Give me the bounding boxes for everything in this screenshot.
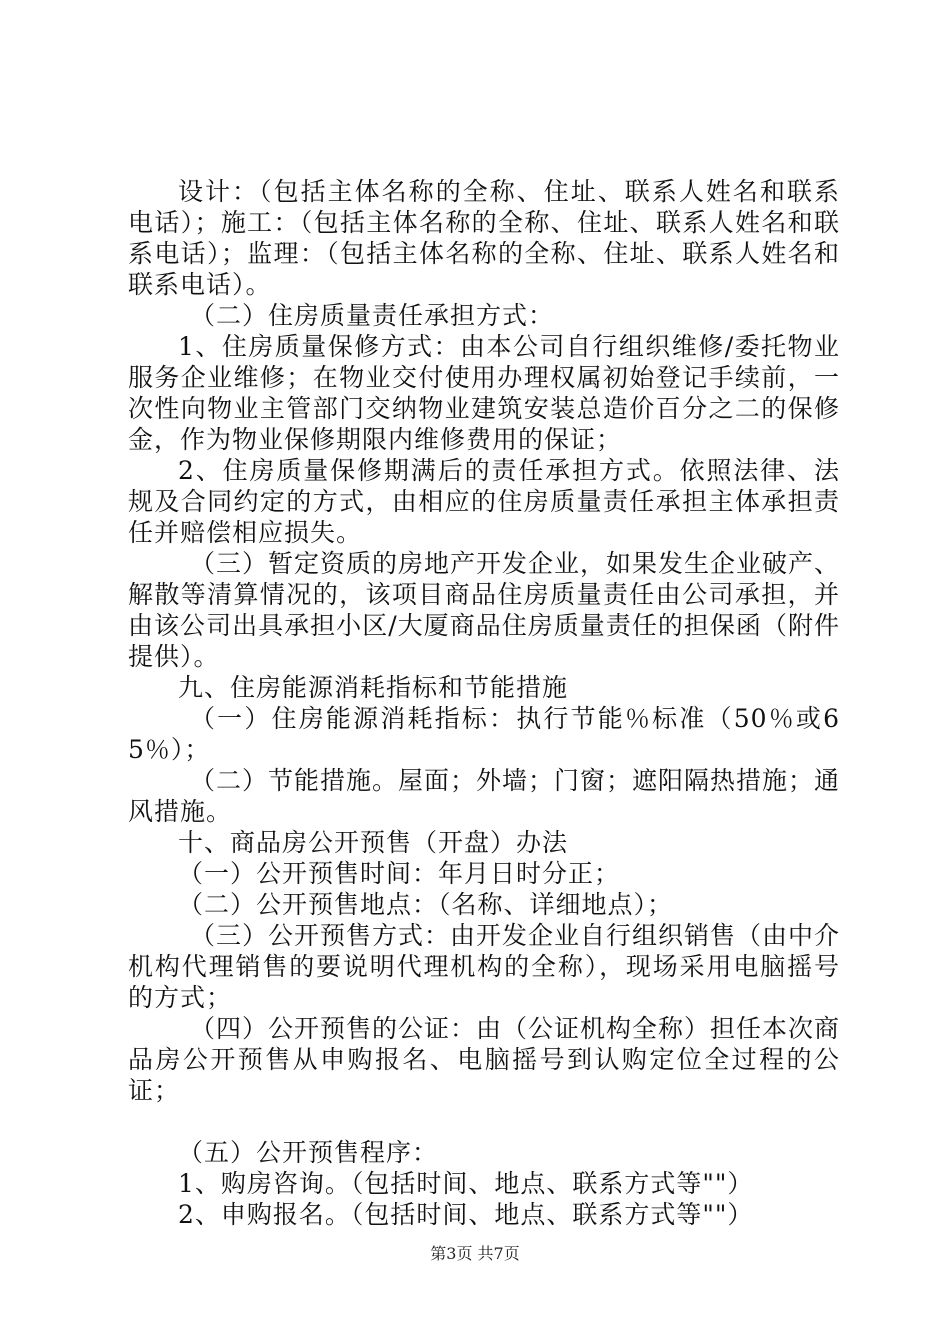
- section-heading-presale: 十、商品房公开预售（开盘）办法: [178, 828, 569, 857]
- section-heading-energy: 九、住房能源消耗指标和节能措施: [178, 673, 569, 702]
- page-number-footer: 第3页 共7页: [430, 1244, 520, 1263]
- document-body: [128, 176, 840, 1230]
- paragraph-presale-time: （一）公开预售时间：年月日时分正；: [178, 859, 621, 888]
- paragraph-presale-method: （三）公开预售方式：由开发企业自行组织销售（由中介机构代理销售的要说明代理机构的全称），现场采用电脑摇号的方式；: [128, 921, 841, 1012]
- paragraph-contractors: 设计：（包括主体名称的全称、住址、联系人姓名和联系电话）；施工：（包括主体名称的全称、住址、联系人姓名和联系电话）；监理：（包括主体名称的全称、住址、联系人姓名和联系电话）。: [128, 177, 840, 299]
- paragraph-presale-notary: （四）公开预售的公证：由（公证机构全称）担任本次商品房公开预售从申购报名、电脑摇号到认购定位全过程的公证；: [128, 1014, 841, 1105]
- paragraph-energy-measures: （二）节能措施。屋面；外墙；门窗；遮阳隔热措施；通风措施。: [128, 766, 841, 826]
- paragraph-warranty-expiry: 2、住房质量保修期满后的责任承担方式。依照法律、法规及合同约定的方式，由相应的住房质量责任承担主体承担责任并赔偿相应损失。: [128, 456, 840, 547]
- paragraph-heading-quality-liability: （二）住房质量责任承担方式：: [190, 301, 555, 330]
- paragraph-presale-location: （二）公开预售地点：（名称、详细地点）；: [178, 890, 674, 919]
- paragraph-warranty-method: 1、住房质量保修方式：由本公司自行组织维修/委托物业服务企业维修；在物业交付使用办理权属初始登记手续前，一次性向物业主管部门交纳物业建筑安装总造价百分之二的保修金，作为物业保修期限内维修费用的保证；: [128, 332, 840, 454]
- paragraph-purchase-consultation: 1、购房咨询。（包括时间、地点、联系方式等""）: [178, 1169, 754, 1198]
- paragraph-purchase-registration: 2、申购报名。（包括时间、地点、联系方式等""）: [178, 1200, 754, 1229]
- paragraph-presale-procedure: （五）公开预售程序：: [178, 1138, 439, 1167]
- paragraph-energy-index: （一）住房能源消耗指标：执行节能％标准（50％或65％）；: [128, 704, 840, 764]
- paragraph-provisional-qualification: （三）暂定资质的房地产开发企业，如果发生企业破产、解散等清算情况的，该项目商品住房质量责任由公司承担，并由该公司出具承担小区/大厦商品住房质量责任的担保函（附件提供）。: [128, 549, 841, 671]
